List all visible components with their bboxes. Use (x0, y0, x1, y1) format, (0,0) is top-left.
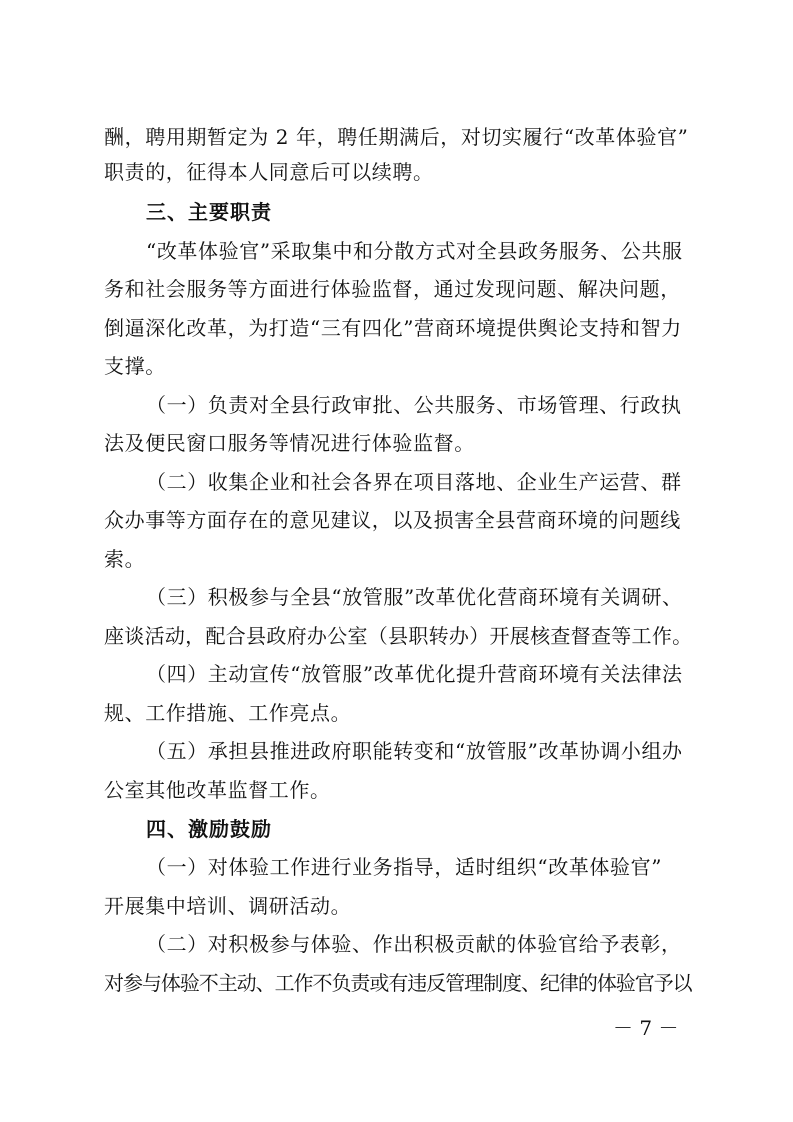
section-heading-main-duties: 三、主要职责 (146, 200, 272, 224)
body-text-line: （一）对体验工作进行业务指导，适时组织“改革体验官” (146, 855, 663, 879)
page-number: － 7 － (613, 1016, 679, 1040)
body-text-line: （二）对积极参与体验、作出积极贡献的体验官给予表彰， (146, 932, 682, 956)
body-text-line: 法及便民窗口服务等情况进行体验监督。 (104, 431, 475, 455)
body-text-line: （二）收集企业和社会各界在项目落地、企业生产运营、群 (146, 470, 682, 494)
body-text-line: 众办事等方面存在的意见建议，以及损害全县营商环境的问题线 (104, 508, 681, 532)
body-text-line: 对参与体验不主动、工作不负责或有违反管理制度、纪律的体验官予以 (104, 971, 692, 995)
body-text-line: 务和社会服务等方面进行体验监督，通过发现问题、解决问题， (104, 277, 681, 301)
body-text-line: 倒逼深化改革，为打造“三有四化”营商环境提供舆论支持和智力 (104, 316, 682, 340)
body-text-line: 支撑。 (104, 354, 166, 378)
body-text-line: （三）积极参与全县“放管服”改革优化营商环境有关调研、 (146, 585, 683, 609)
body-text-line: （一）负责对全县行政审批、公共服务、市场管理、行政执 (146, 393, 682, 417)
body-text-line: 索。 (104, 547, 146, 571)
body-text-line: 公室其他改革监督工作。 (104, 778, 331, 802)
body-text-line: 座谈活动，配合县政府办公室（县职转办）开展核查督查等工作。 (104, 624, 693, 648)
body-text-line: 职责的，征得本人同意后可以续聘。 (104, 160, 434, 184)
body-text-line: （四）主动宣传“放管服”改革优化提升营商环境有关法律法 (146, 662, 683, 686)
body-text-line: 酬，聘用期暂定为 2 年，聘任期满后，对切实履行“改革体验官” (104, 125, 689, 149)
section-heading-incentives: 四、激励鼓励 (146, 817, 272, 841)
body-text-line: “改革体验官”采取集中和分散方式对全县政务服务、公共服 (146, 239, 683, 263)
body-text-line: 规、工作措施、工作亮点。 (104, 701, 352, 725)
body-text-line: 开展集中培训、调研活动。 (104, 894, 352, 918)
body-text-line: （五）承担县推进政府职能转变和“放管服”改革协调小组办 (146, 739, 683, 763)
